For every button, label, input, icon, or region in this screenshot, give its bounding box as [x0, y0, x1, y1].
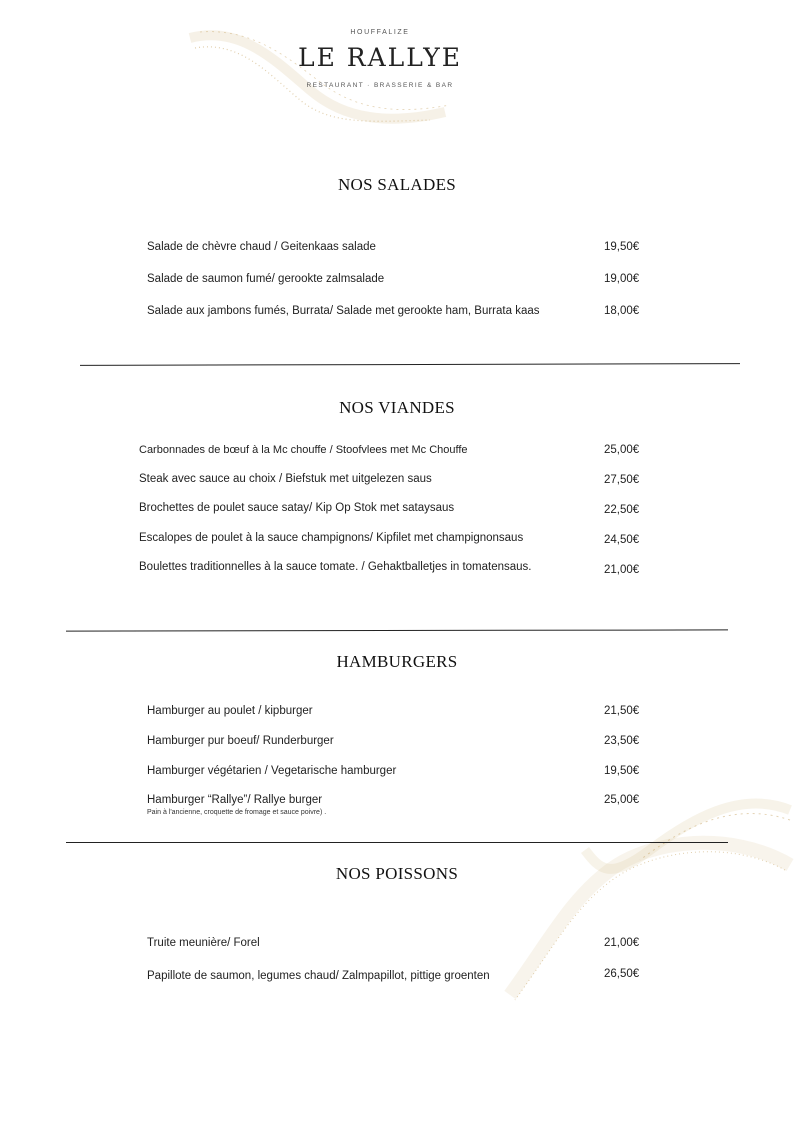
section-title-viandes: NOS VIANDES	[339, 398, 455, 417]
menu-item-price: 22,50€	[604, 504, 640, 516]
menu-item-name: Brochettes de poulet sauce satay/ Kip Op Stok met sataysaus	[139, 502, 455, 514]
section-title-poissons: NOS POISSONS	[335, 864, 459, 883]
menu-item-name: Hamburger “Rallye”/ Rallye burger	[147, 794, 323, 806]
menu-item-name: Salade aux jambons fumés, Burrata/ Salade met gerookte ham, Burrata kaas	[147, 305, 540, 317]
menu-item-name: Hamburger végétarien / Vegetarische hamburger	[147, 765, 397, 777]
gold-swirl-top-decoration	[180, 20, 460, 130]
menu-item-price: 21,50€	[604, 705, 640, 717]
menu-item-name: Escalopes de poulet à la sauce champignons/ Kipfilet met champignonsaus	[139, 532, 524, 544]
logo-town: HOUFFALIZE	[350, 29, 410, 36]
menu-item-name: Steak avec sauce au choix / Biefstuk met uitgelezen saus	[139, 473, 432, 485]
menu-item-price: 19,50€	[604, 765, 640, 777]
menu-item-price: 18,00€	[604, 305, 640, 317]
section-divider	[66, 842, 728, 843]
menu-item-name: Boulettes traditionnelles à la sauce tomate. / Gehaktballetjes in tomatensaus.	[139, 561, 532, 573]
menu-item-price: 26,50€	[604, 968, 640, 980]
section-title-hamburgers: HAMBURGERS	[336, 652, 458, 671]
menu-item-price: 19,50€	[604, 241, 640, 253]
section-title-salades: NOS SALADES	[337, 175, 457, 194]
menu-item-price: 21,00€	[604, 937, 640, 949]
menu-item-name: Hamburger pur boeuf/ Runderburger	[147, 735, 334, 747]
menu-item-price: 19,00€	[604, 273, 640, 285]
menu-item-price: 25,00€	[604, 444, 640, 456]
menu-item-name: Carbonnades de bœuf à la Mc chouffe / Stoofvlees met Mc Chouffe	[139, 444, 468, 456]
section-divider	[66, 629, 728, 631]
section-divider	[80, 363, 740, 366]
menu-item-name: Truite meunière/ Forel	[147, 937, 260, 949]
menu-item-name: Salade de chèvre chaud / Geitenkaas salade	[147, 241, 376, 253]
menu-item-price: 24,50€	[604, 534, 640, 546]
logo-name: LE RALLYE	[297, 43, 463, 72]
menu-item-price: 21,00€	[604, 564, 640, 576]
menu-item-name: Salade de saumon fumé/ gerookte zalmsalade	[147, 273, 385, 285]
menu-item-price: 27,50€	[604, 474, 640, 486]
menu-item-note: Pain à l'ancienne, croquette de fromage et sauce poivre) .	[147, 809, 327, 816]
logo-tagline: RESTAURANT · BRASSERIE & BAR	[306, 82, 454, 89]
gold-swirl-bottom-decoration	[490, 770, 794, 1010]
menu-item-price: 25,00€	[604, 794, 640, 806]
menu-item-name: Papillote de saumon, legumes chaud/ Zalmpapillot, pittige groenten	[147, 970, 490, 982]
menu-item-name: Hamburger au poulet / kipburger	[147, 705, 313, 717]
menu-item-price: 23,50€	[604, 735, 640, 747]
